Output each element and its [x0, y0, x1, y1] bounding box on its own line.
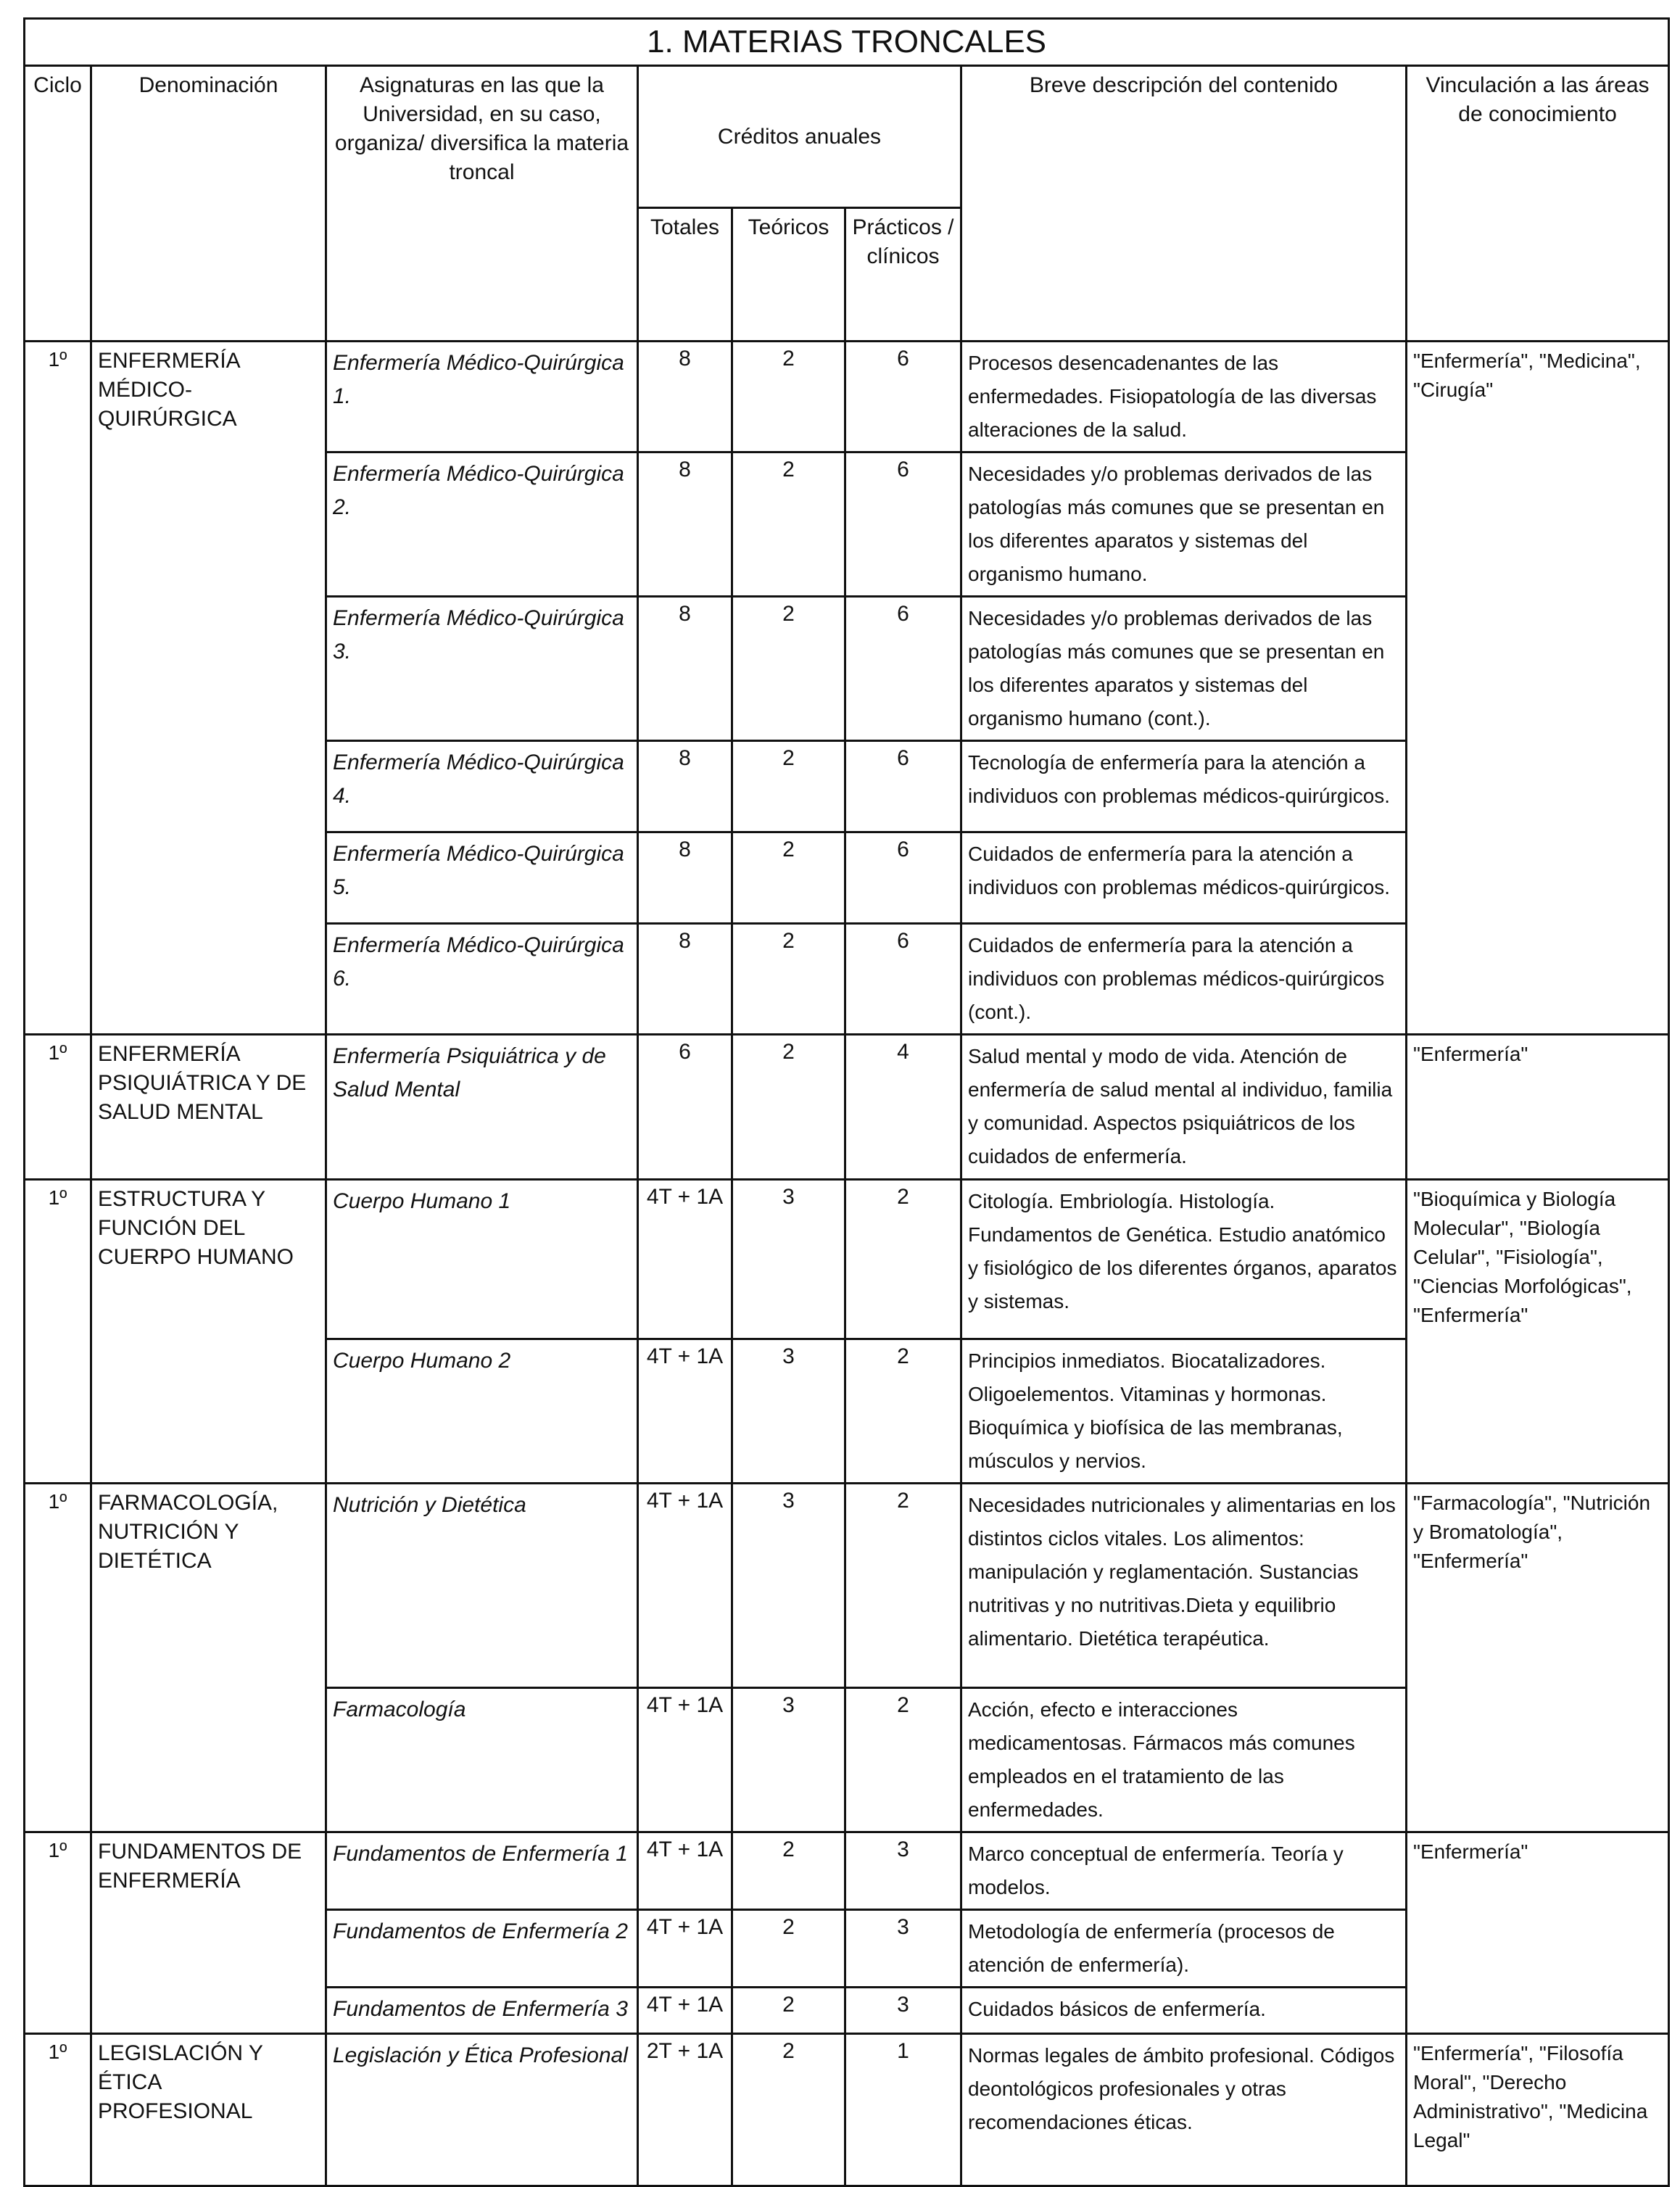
cell-asignatura: Legislación y Ética Profesional: [326, 2034, 638, 2186]
cell-descripcion: Salud mental y modo de vida. Atención de enfermería de salud mental al individuo, familia y comunidad. Aspectos psiquiátricos de los cuidados de enfermería.: [961, 1035, 1407, 1180]
cell-practicos: 4: [845, 1035, 961, 1180]
cell-teoricos: 2: [732, 832, 845, 924]
cell-asignatura: Cuerpo Humano 2: [326, 1339, 638, 1484]
cell-descripcion: Principios inmediatos. Biocatalizadores. Oligoelementos. Vitaminas y hormonas. Bioquímica y biofísica de las membranas, músculos y nervios.: [961, 1339, 1407, 1484]
cell-totales: 8: [638, 832, 732, 924]
cell-totales: 8: [638, 342, 732, 452]
cell-descripcion: Cuidados de enfermería para la atención a individuos con problemas médicos-quirúrgicos.: [961, 832, 1407, 924]
cell-teoricos: 2: [732, 2034, 845, 2186]
cell-totales: 8: [638, 597, 732, 741]
cell-practicos: 1: [845, 2034, 961, 2186]
cell-denominacion: ENFERMERÍA MÉDICO-QUIRÚRGICA: [91, 342, 326, 1035]
cell-asignatura: Farmacología: [326, 1688, 638, 1832]
cell-descripcion: Citología. Embriología. Histología. Fundamentos de Genética. Estudio anatómico y fisiológico de los diferentes órganos, aparatos y sistemas.: [961, 1180, 1407, 1339]
header-denominacion: Denominación: [91, 66, 326, 342]
cell-totales: 8: [638, 452, 732, 597]
cell-practicos: 2: [845, 1484, 961, 1688]
cell-teoricos: 2: [732, 597, 845, 741]
header-teoricos: Teóricos: [732, 208, 845, 342]
cell-vinculacion: "Farmacología", "Nutrición y Bromatología", "Enfermería": [1407, 1484, 1669, 1832]
cell-descripcion: Necesidades y/o problemas derivados de las patologías más comunes que se presentan en los diferentes aparatos y sistemas del organismo humano.: [961, 452, 1407, 597]
table-row: [25, 1035, 1669, 1180]
header-descripcion: Breve descripción del contenido: [961, 66, 1407, 342]
cell-descripcion: Metodología de enfermería (procesos de atención de enfermería).: [961, 1910, 1407, 1988]
cell-vinculacion: "Enfermería": [1407, 1832, 1669, 2034]
table-title: 1. MATERIAS TRONCALES: [25, 19, 1669, 66]
header-vinculacion: Vinculación a las áreas de conocimiento: [1407, 66, 1669, 342]
cell-teoricos: 2: [732, 1035, 845, 1180]
cell-descripcion: Necesidades y/o problemas derivados de las patologías más comunes que se presentan en los diferentes aparatos y sistemas del organismo humano (cont.).: [961, 597, 1407, 741]
cell-practicos: 3: [845, 1832, 961, 1910]
header-asignaturas: Asignaturas en las que la Universidad, en su caso, organiza/ diversifica la materia troncal: [326, 66, 638, 342]
cell-teoricos: 3: [732, 1688, 845, 1832]
cell-teoricos: 3: [732, 1339, 845, 1484]
cell-practicos: 2: [845, 1180, 961, 1339]
table-row: [25, 1832, 1669, 1910]
cell-practicos: 6: [845, 741, 961, 832]
cell-totales: 4T + 1A: [638, 1484, 732, 1688]
cell-asignatura: Enfermería Médico-Quirúrgica 2.: [326, 452, 638, 597]
cell-asignatura: Fundamentos de Enfermería 3: [326, 1988, 638, 2034]
cell-practicos: 6: [845, 832, 961, 924]
cell-practicos: 6: [845, 342, 961, 452]
cell-descripcion: Acción, efecto e interacciones medicamentosas. Fármacos más comunes empleados en el tratamiento de las enfermedades.: [961, 1688, 1407, 1832]
cell-denominacion: FARMACOLOGÍA, NUTRICIÓN Y DIETÉTICA: [91, 1484, 326, 1832]
cell-asignatura: Enfermería Médico-Quirúrgica 4.: [326, 741, 638, 832]
cell-asignatura: Enfermería Psiquiátrica y de Salud Mental: [326, 1035, 638, 1180]
cell-vinculacion: "Enfermería", "Filosofía Moral", "Derecho Administrativo", "Medicina Legal": [1407, 2034, 1669, 2186]
cell-denominacion: FUNDAMENTOS DE ENFERMERÍA: [91, 1832, 326, 2034]
cell-asignatura: Nutrición y Dietética: [326, 1484, 638, 1688]
cell-asignatura: Cuerpo Humano 1: [326, 1180, 638, 1339]
header-creditos: Créditos anuales: [638, 66, 961, 208]
cell-totales: 8: [638, 741, 732, 832]
cell-practicos: 2: [845, 1339, 961, 1484]
cell-asignatura: Enfermería Médico-Quirúrgica 6.: [326, 924, 638, 1035]
cell-vinculacion: "Enfermería", "Medicina", "Cirugía": [1407, 342, 1669, 1035]
cell-descripcion: Procesos desencadenantes de las enfermedades. Fisiopatología de las diversas alteraciones de la salud.: [961, 342, 1407, 452]
header-totales: Totales: [638, 208, 732, 342]
cell-asignatura: Enfermería Médico-Quirúrgica 5.: [326, 832, 638, 924]
cell-teoricos: 2: [732, 1910, 845, 1988]
cell-asignatura: Fundamentos de Enfermería 1: [326, 1832, 638, 1910]
cell-totales: 2T + 1A: [638, 2034, 732, 2186]
cell-vinculacion: "Enfermería": [1407, 1035, 1669, 1180]
cell-teoricos: 3: [732, 1180, 845, 1339]
cell-descripcion: Cuidados básicos de enfermería.: [961, 1988, 1407, 2034]
cell-ciclo: 1º: [25, 2034, 91, 2186]
cell-asignatura: Enfermería Médico-Quirúrgica 3.: [326, 597, 638, 741]
cell-ciclo: 1º: [25, 1832, 91, 2034]
cell-asignatura: Fundamentos de Enfermería 2: [326, 1910, 638, 1988]
cell-ciclo: 1º: [25, 342, 91, 1035]
cell-teoricos: 2: [732, 342, 845, 452]
table-body: [25, 342, 1669, 2186]
table-row: [25, 1484, 1669, 1688]
cell-ciclo: 1º: [25, 1180, 91, 1484]
cell-practicos: 6: [845, 452, 961, 597]
cell-teoricos: 2: [732, 924, 845, 1035]
cell-teoricos: 2: [732, 452, 845, 597]
cell-descripcion: Normas legales de ámbito profesional. Códigos deontológicos profesionales y otras recomendaciones éticas.: [961, 2034, 1407, 2186]
cell-totales: 8: [638, 924, 732, 1035]
header-ciclo: Ciclo: [25, 66, 91, 342]
cell-totales: 4T + 1A: [638, 1910, 732, 1988]
cell-teoricos: 2: [732, 741, 845, 832]
cell-denominacion: ESTRUCTURA Y FUNCIÓN DEL CUERPO HUMANO: [91, 1180, 326, 1484]
cell-teoricos: 3: [732, 1484, 845, 1688]
cell-teoricos: 2: [732, 1832, 845, 1910]
cell-practicos: 2: [845, 1688, 961, 1832]
cell-vinculacion: "Bioquímica y Biología Molecular", "Biología Celular", "Fisiología", "Ciencias Morfológicas", "Enfermería": [1407, 1180, 1669, 1484]
cell-totales: 4T + 1A: [638, 1988, 732, 2034]
cell-practicos: 3: [845, 1910, 961, 1988]
header-practicos: Prácticos / clínicos: [845, 208, 961, 342]
table-row: [25, 2034, 1669, 2186]
cell-descripcion: Marco conceptual de enfermería. Teoría y modelos.: [961, 1832, 1407, 1910]
table-row: [25, 342, 1669, 452]
cell-totales: 6: [638, 1035, 732, 1180]
cell-ciclo: 1º: [25, 1035, 91, 1180]
cell-practicos: 6: [845, 924, 961, 1035]
cell-descripcion: Cuidados de enfermería para la atención a individuos con problemas médicos-quirúrgicos (cont.).: [961, 924, 1407, 1035]
table-row: [25, 1180, 1669, 1339]
cell-denominacion: ENFERMERÍA PSIQUIÁTRICA Y DE SALUD MENTAL: [91, 1035, 326, 1180]
cell-totales: 4T + 1A: [638, 1339, 732, 1484]
cell-teoricos: 2: [732, 1988, 845, 2034]
cell-ciclo: 1º: [25, 1484, 91, 1832]
cell-asignatura: Enfermería Médico-Quirúrgica 1.: [326, 342, 638, 452]
cell-descripcion: Necesidades nutricionales y alimentarias en los distintos ciclos vitales. Los alimentos: manipulación y reglamentación. Sustancias nutritivas y no nutritivas.Dieta y equilibrio alimentario. Dietética terapéutica.: [961, 1484, 1407, 1688]
cell-denominacion: LEGISLACIÓN Y ÉTICA PROFESIONAL: [91, 2034, 326, 2186]
cell-totales: 4T + 1A: [638, 1688, 732, 1832]
materias-table: [23, 17, 1670, 2187]
cell-totales: 4T + 1A: [638, 1832, 732, 1910]
cell-descripcion: Tecnología de enfermería para la atención a individuos con problemas médicos-quirúrgicos.: [961, 741, 1407, 832]
cell-practicos: 6: [845, 597, 961, 741]
document-page: [23, 17, 1668, 2149]
cell-totales: 4T + 1A: [638, 1180, 732, 1339]
cell-practicos: 3: [845, 1988, 961, 2034]
